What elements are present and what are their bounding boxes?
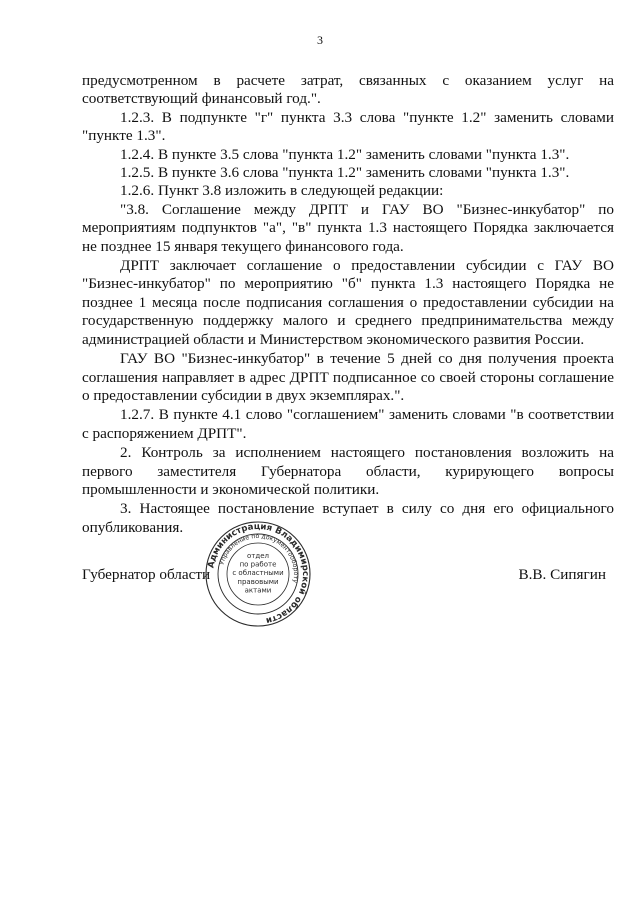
page-number: 3	[317, 33, 323, 47]
paragraph-effective-date: 3. Настоящее постановление вступает в силу со дня его официального опубликования.	[82, 500, 614, 536]
paragraph-drpt-agreement: ДРПТ заключает соглашение о предоставлении субсидии с ГАУ ВО "Бизнес-инкубатор" по мероприятию "б" пункта 1.3 настоящего Порядка не позднее 1 месяца после подписания соглашения о предоставлении субсидии на государственную поддержку малого и среднего предпринимательства между администрацией области и Министерством экономического развития России.	[82, 257, 614, 348]
stamp-inner-line: по работе	[239, 560, 277, 569]
stamp-middle-text: Управление по документообороту	[218, 532, 300, 584]
stamp-inner-line: с областными	[232, 569, 284, 578]
paragraph-1-2-7: 1.2.7. В пункте 4.1 слово "соглашением" заменить словами "в соответствии с распоряжением ДРПТ".	[82, 406, 614, 442]
paragraph-continuation: предусмотренном в расчете затрат, связанных с оказанием услуг на соответствующий финансовый год.".	[82, 72, 614, 108]
paragraph-1-2-4: 1.2.4. В пункте 3.5 слова "пункта 1.2" заменить словами "пункта 1.3".	[120, 145, 570, 163]
paragraph-1-2-5: 1.2.5. В пункте 3.6 слова "пункта 1.2" заменить словами "пункта 1.3".	[120, 164, 570, 182]
signatory-role: Губернатор области	[82, 566, 211, 583]
stamp-outer-text: Администрация Владимирской области	[206, 521, 311, 626]
signature-block	[82, 566, 614, 586]
document-body	[82, 72, 614, 537]
paragraph-gau-incubator: ГАУ ВО "Бизнес-инкубатор" в течение 5 дней со дня получения проекта соглашения направляет в адрес ДРПТ подписанное со своей стороны соглашение о предоставлении субсидии в двух экземплярах.".	[82, 350, 614, 404]
paragraph-1-2-6: 1.2.6. Пункт 3.8 изложить в следующей редакции:	[120, 182, 444, 200]
paragraph-control: 2. Контроль за исполнением настоящего постановления возложить на первого заместителя Губернатора области, курирующего вопросы промышленности и экономической политики.	[82, 444, 614, 498]
signatory-name: В.В. Сипягин	[518, 566, 606, 583]
stamp-inner-line: актами	[244, 586, 272, 595]
paragraph-3-8-agreement: "3.8. Соглашение между ДРПТ и ГАУ ВО "Бизнес-инкубатор" по мероприятиям подпунктов "а", "в" пункта 1.3 настоящего Порядка заключается не позднее 15 января текущего финансового года.	[82, 200, 614, 255]
stamp-inner-line: правовыми	[237, 577, 279, 586]
paragraph-1-2-3: 1.2.3. В подпункте "г" пункта 3.3 слова "пункте 1.2" заменить словами "пункте 1.3".	[82, 108, 614, 145]
stamp-inner-line: отдел	[247, 552, 269, 560]
